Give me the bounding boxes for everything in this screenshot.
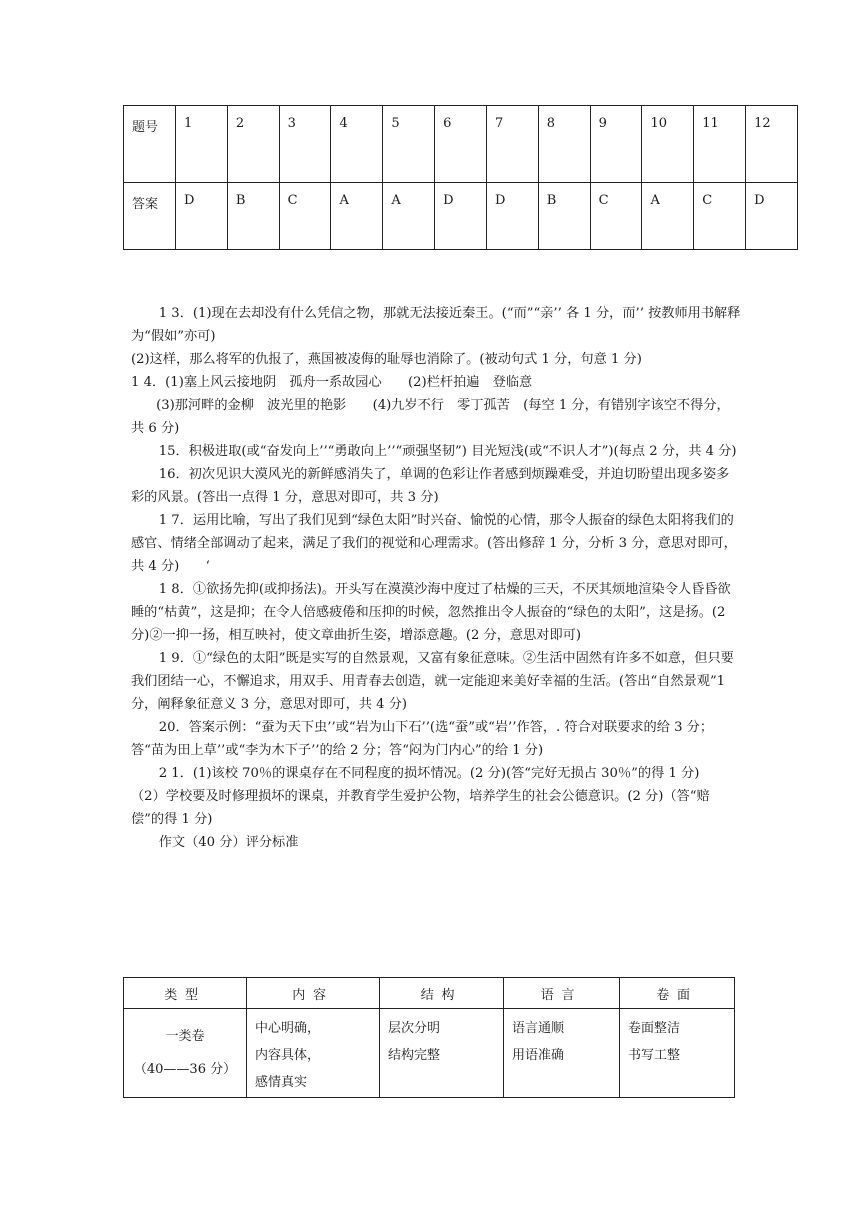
structure-criterion: 层次分明 <box>388 1021 441 1036</box>
grading-standard-table <box>123 977 735 1098</box>
header-layout: 卷面 <box>620 978 735 1009</box>
answer-paragraph: 20．答案示例：“蚕为天下虫’’或“岩为山下石’’(选“蚕”或“岩’’作答，. 符合对联要求的给 3 分；答“苗为田上草’’或“李为木下子’’的给 2 分；答“闷为门内心”的给 1 分) <box>131 720 714 758</box>
answer-cell: B <box>227 183 279 250</box>
answer-paragraph: 1 7．运用比喻，写出了我们见到“绿色太阳”时兴奋、愉悦的心情，那令人振奋的绿色太阳将我们的感官、情绪全部调动了起来，满足了我们的视觉和心理需求。(答出修辞 1 分，分析 3 分，意思对即可，共 4 分) ‘ <box>131 513 737 574</box>
header-structure: 结构 <box>380 978 504 1009</box>
answer-header: 答案 <box>124 183 176 250</box>
question-number-cell: 3 <box>279 106 331 183</box>
question-number-cell: 11 <box>694 106 746 183</box>
answer-cell: C <box>590 183 642 250</box>
answer-paragraph: （2）学校要及时修理损坏的课桌，并教育学生爱护公物，培养学生的社会公德意识。(2 分)（答“赔偿”的得 1 分) <box>131 789 710 827</box>
grading-row-class-one <box>124 1009 735 1098</box>
content-criterion: 内容具体， <box>255 1048 321 1063</box>
grade-type-name: 一类卷 <box>165 1029 205 1044</box>
answer-explanations <box>131 302 741 854</box>
answer-table <box>123 105 798 250</box>
answer-cell: D <box>176 183 228 250</box>
answer-paragraph: 2 1．(1)该校 70％的课桌存在不同程度的损坏情况。(2 分)(答“完好无损占 30％”的得 1 分) <box>158 766 700 781</box>
answer-table-answer-row <box>124 183 798 250</box>
answer-cell: A <box>642 183 694 250</box>
answer-paragraph: 1 4．(1)塞上风云接地阴 孤舟一系故园心 (2)栏杆拍遍 登临意 <box>131 375 533 390</box>
answer-cell: A <box>331 183 383 250</box>
question-number-cell: 12 <box>746 106 798 183</box>
answer-cell: B <box>538 183 590 250</box>
question-number-cell: 1 <box>176 106 228 183</box>
question-number-cell: 9 <box>590 106 642 183</box>
grade-type-range: （40——36 分） <box>133 1062 237 1077</box>
grade-type-cell <box>124 1009 247 1098</box>
answer-paragraph: 1 3．(1)现在去却没有什么凭信之物，那就无法接近秦王。(“而”“亲’’ 各 1 分，而’’ 按教师用书解释为“假如”亦可) <box>131 306 741 344</box>
question-number-header: 题号 <box>124 106 176 183</box>
content-criterion: 感情真实 <box>255 1075 308 1090</box>
header-content: 内容 <box>247 978 380 1009</box>
question-number-cell: 5 <box>383 106 435 183</box>
layout-criterion: 卷面整洁 <box>628 1021 681 1036</box>
grade-language-cell <box>504 1009 620 1098</box>
answer-cell: D <box>435 183 487 250</box>
answer-paragraph: 1 8．①欲扬先抑(或抑扬法)。开头写在漠漠沙海中度过了枯燥的三天，不厌其烦地渲染令人昏昏欲睡的“枯黄”，这是抑；在令人倍感疲倦和压抑的时候，忽然推出令人振奋的“绿色的太阳”，这是扬。(2 分)②一抑一扬，相互映衬，使文章曲折生姿，增添意趣。(2 分，意思对即可) <box>131 582 731 643</box>
answer-table-number-row <box>124 106 798 183</box>
answer-cell: C <box>694 183 746 250</box>
grade-layout-cell <box>620 1009 735 1098</box>
grade-structure-cell <box>380 1009 504 1098</box>
question-number-cell: 2 <box>227 106 279 183</box>
language-criterion: 用语准确 <box>512 1048 565 1063</box>
grade-content-cell <box>247 1009 380 1098</box>
grading-header-row <box>124 978 735 1009</box>
answer-cell: D <box>486 183 538 250</box>
layout-criterion: 书写工整 <box>628 1048 681 1063</box>
answer-paragraph: 16．初次见识大漠风光的新鲜感消失了，单调的色彩让作者感到烦躁难受，并迫切盼望出现多姿多彩的风景。(答出一点得 1 分，意思对即可，共 3 分) <box>131 467 730 505</box>
header-type: 类型 <box>124 978 247 1009</box>
question-number-cell: 4 <box>331 106 383 183</box>
question-number-cell: 10 <box>642 106 694 183</box>
structure-criterion: 结构完整 <box>388 1048 441 1063</box>
answer-cell: A <box>383 183 435 250</box>
question-number-cell: 8 <box>538 106 590 183</box>
answer-cell: C <box>279 183 331 250</box>
answer-paragraph: (3)那河畔的金柳 波光里的艳影 (4)九岁不行 零丁孤苦 (每空 1 分，有错别字该空不得分，共 6 分) <box>131 398 730 436</box>
question-number-cell: 6 <box>435 106 487 183</box>
language-criterion: 语言通顺 <box>512 1021 565 1036</box>
answer-cell: D <box>746 183 798 250</box>
answer-paragraph: 15．积极进取(或“奋发向上’’“勇敢向上’’“顽强坚韧”) 目光短浅(或“不识人才”)(每点 2 分，共 4 分) <box>158 444 737 459</box>
header-language: 语言 <box>504 978 620 1009</box>
answer-paragraph: 1 9．①“绿色的太阳”既是实写的自然景观，又富有象征意味。②生活中固然有许多不如意，但只要我们团结一心，不懈追求，用双手、用青春去创造，就一定能迎来美好幸福的生活。(答出“自然景观”1 分，阐释象征意义 3 分，意思对即可，共 4 分) <box>131 651 734 712</box>
answer-paragraph: (2)这样，那么将军的仇报了，燕国被凌侮的耻辱也消除了。(被动句式 1 分，句意 1 分) <box>131 352 642 367</box>
content-criterion: 中心明确， <box>255 1021 321 1036</box>
question-number-cell: 7 <box>486 106 538 183</box>
answer-paragraph: 作文（40 分）评分标准 <box>158 835 299 850</box>
